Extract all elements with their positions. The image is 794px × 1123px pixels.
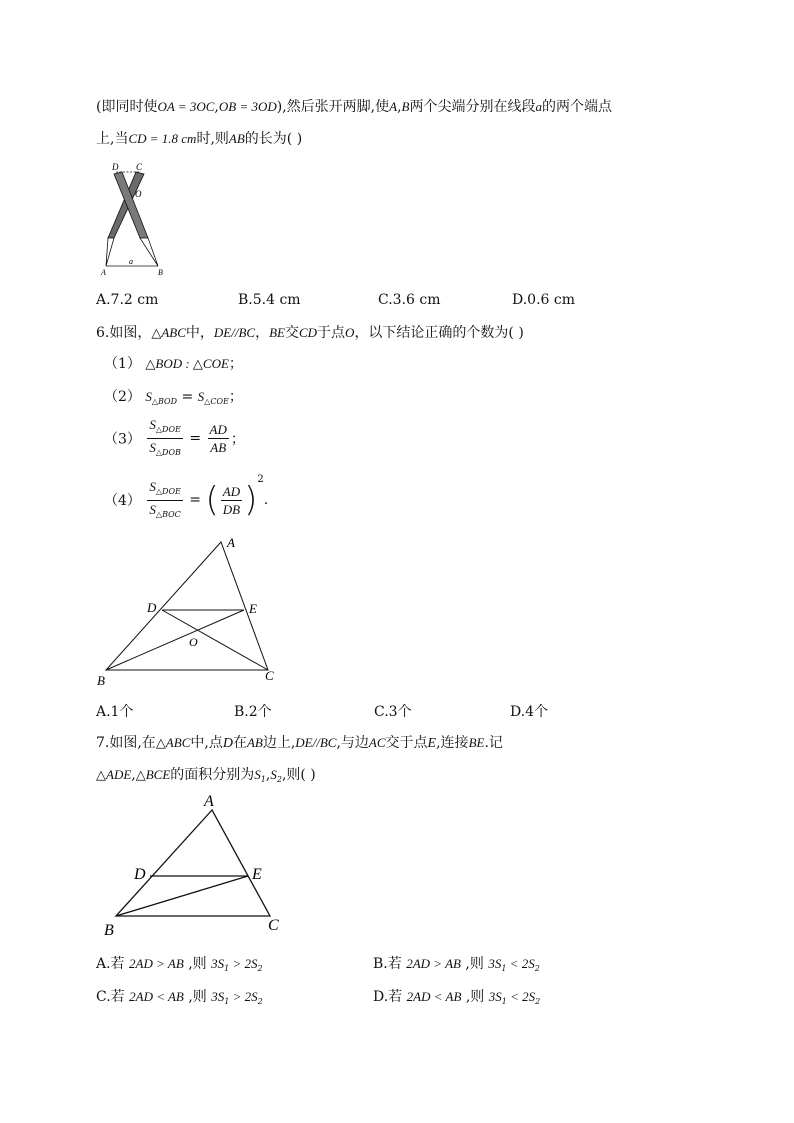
label-e: E [249, 601, 257, 616]
math: S [149, 501, 156, 517]
math: 3S [488, 956, 502, 971]
math: < [506, 989, 523, 1004]
label-d: D [112, 162, 119, 172]
q7-option-d[interactable] [373, 986, 540, 1006]
math: AB [246, 735, 263, 750]
text: ),然后张开两脚,使 [276, 99, 390, 115]
text: ,则 [183, 956, 212, 972]
q7-option-c[interactable] [96, 986, 263, 1006]
q7-option-b[interactable] [373, 953, 540, 973]
fraction [221, 483, 242, 518]
q7-stem-line-2 [96, 764, 316, 784]
math: BE [269, 325, 285, 340]
label-a-segment: a [129, 257, 133, 266]
paren-left: ( [205, 480, 219, 520]
math: DE//BC [213, 325, 256, 340]
math: E [427, 736, 437, 751]
q7-option-a[interactable] [96, 953, 263, 973]
text: ,连接 [436, 735, 469, 751]
statement-number: （1） [104, 356, 141, 372]
math: 2S [521, 956, 535, 971]
subscript: 2 [534, 964, 540, 973]
label-c: C [265, 668, 274, 683]
math: A [389, 99, 398, 114]
math: 2AD < AB [129, 989, 184, 1004]
math: DE//BC [295, 735, 337, 750]
text: ； [228, 356, 243, 372]
text: = [189, 492, 206, 508]
triangle-abc [106, 542, 268, 670]
label-a: A [227, 535, 235, 550]
label-b: B [97, 673, 105, 688]
text: ,则( ) [281, 767, 316, 783]
paren-right: ) [244, 480, 258, 520]
q5-option-c[interactable]: C.3.6 cm [378, 292, 441, 308]
math: AD [222, 483, 241, 499]
label-a: A [101, 268, 106, 277]
q6-option-a[interactable]: A.1个 [96, 704, 134, 720]
q6-stem [96, 322, 524, 342]
text: (即同时使 [96, 99, 158, 115]
math: 2AD > AB [129, 956, 184, 971]
triangle-abc [116, 810, 270, 916]
subscript: 2 [276, 775, 282, 784]
text: ,则 [183, 989, 212, 1005]
math: 3S [211, 989, 225, 1004]
math: OA = 3OC [157, 99, 215, 114]
q5-option-a[interactable]: A.7.2 cm [96, 292, 159, 308]
math: 2S [522, 989, 536, 1004]
text: , [265, 767, 271, 783]
math: S [149, 417, 156, 432]
math: S [149, 478, 156, 494]
subscript: △COE [204, 397, 229, 406]
segment-be [106, 610, 244, 670]
fraction [147, 478, 182, 523]
statement-number: （2） [104, 389, 141, 405]
text: ,与边 [336, 735, 369, 751]
math: AB [228, 131, 245, 146]
statement-number: （3） [104, 431, 141, 448]
math: CD = 1.8 cm [128, 131, 197, 146]
text: C.若 [96, 989, 130, 1005]
text: 中,点 [190, 735, 223, 751]
figure-proportional-compass [96, 160, 176, 280]
math: 3S [488, 989, 502, 1004]
text: , [131, 767, 136, 783]
tip-b [140, 238, 158, 266]
text: ,则 [461, 989, 489, 1005]
subscript: 1 [501, 964, 507, 973]
text: 边上, [262, 735, 296, 751]
text: 在 [232, 735, 247, 751]
math: S [254, 767, 261, 782]
math: 2S [244, 989, 258, 1004]
text: 交 [284, 325, 299, 341]
math: AB [210, 440, 227, 455]
math: D [222, 736, 233, 751]
math: S [149, 440, 156, 455]
math: OB = 3OD [218, 99, 277, 114]
label-o: O [135, 189, 142, 199]
subscript: 1 [501, 997, 507, 1006]
subscript: △DOE [155, 486, 181, 496]
math: B [401, 99, 410, 114]
text: 的面积分别为 [170, 767, 255, 783]
text: ， [255, 325, 270, 341]
text: ； [230, 431, 245, 448]
q5-option-b[interactable]: B.5.4 cm [238, 292, 301, 308]
subscript: △BOC [155, 509, 181, 519]
text: 的长为( ) [244, 131, 303, 147]
text: 时,则 [196, 131, 229, 147]
text: ，以下结论正确的个数为( ) [354, 325, 524, 341]
math: > [229, 989, 245, 1004]
subscript: △BOD [151, 397, 178, 406]
tip-a [106, 238, 114, 266]
text: 的两个端点 [541, 99, 612, 115]
text: , [214, 99, 219, 115]
math: 2S [244, 956, 258, 971]
subscript: 2 [257, 964, 263, 973]
label-b: B [158, 268, 163, 277]
subscript: 2 [257, 997, 263, 1006]
label-o: O [189, 635, 198, 649]
math: △ABC [151, 325, 186, 340]
text: 两个尖端分别在线段 [409, 99, 536, 115]
label-b: B [104, 922, 114, 939]
math: △ABC [155, 735, 191, 750]
label-c: C [136, 162, 143, 172]
text: A.若 [96, 956, 130, 972]
q6-option-b[interactable]: B.2个 [234, 704, 272, 720]
math: BE [468, 735, 485, 750]
fraction [147, 416, 183, 461]
text: 中， [185, 325, 214, 341]
fraction [208, 421, 229, 456]
math: > [229, 956, 245, 971]
math: < [506, 956, 522, 971]
text: = [177, 389, 198, 405]
q6-statement-1 [104, 353, 243, 373]
text: D.若 [373, 989, 407, 1005]
label-e: E [252, 866, 262, 883]
q6-statement-4 [104, 474, 268, 523]
subscript: 1 [224, 997, 230, 1006]
math: 2AD > AB [406, 956, 461, 971]
statement-number: （4） [104, 493, 141, 509]
label-d: D [134, 866, 146, 883]
q6-statement-3 [104, 416, 245, 461]
subscript: △DOB [155, 448, 181, 457]
subscript: △DOE [155, 425, 181, 434]
text: ； [228, 389, 243, 405]
text: , [397, 99, 402, 115]
math: △ADE [96, 767, 132, 782]
q6-statement-2 [104, 386, 243, 406]
math: S [145, 389, 152, 404]
text: 交于点 [385, 735, 428, 751]
math: CD [298, 325, 318, 340]
text: 于点 [317, 325, 346, 341]
q7-stem-line-1 [96, 732, 503, 752]
segment-cd [162, 610, 268, 670]
text: . [263, 492, 269, 508]
q5-stem-line-2 [96, 128, 302, 148]
math: AC [368, 735, 386, 750]
subscript: 1 [224, 964, 230, 973]
text: = [189, 430, 206, 447]
q5-stem-line-1 [96, 96, 612, 116]
math: S [270, 767, 277, 782]
subscript: 1 [260, 775, 266, 784]
exponent: 2 [257, 474, 264, 485]
label-a: A [204, 793, 214, 810]
text: B.若 [373, 956, 407, 972]
math: △BOD : △COE [145, 356, 229, 371]
math: DB [222, 501, 241, 517]
text: .记 [484, 735, 503, 751]
math: △BCE [135, 767, 171, 782]
text: 6.如图， [96, 325, 152, 341]
text: 上,当 [96, 131, 129, 147]
q6-option-c[interactable]: C.3个 [374, 704, 412, 720]
label-c: C [268, 917, 279, 934]
math: S [197, 389, 205, 404]
text: 7.如图,在 [96, 735, 156, 751]
math: a [535, 99, 542, 114]
q5-option-d[interactable]: D.0.6 cm [512, 292, 576, 308]
q6-option-d[interactable]: D.4个 [510, 704, 549, 720]
math: AD [209, 422, 227, 437]
leg-b [114, 172, 148, 238]
figure-triangle-abc-diagonals [96, 534, 286, 690]
math: 3S [211, 956, 225, 971]
figure-triangle-abc-de-be [100, 790, 290, 938]
label-d: D [147, 600, 157, 615]
math: 2AD < AB [406, 989, 462, 1004]
text: ,则 [460, 956, 489, 972]
subscript: 2 [535, 997, 541, 1006]
math: O [345, 325, 355, 340]
